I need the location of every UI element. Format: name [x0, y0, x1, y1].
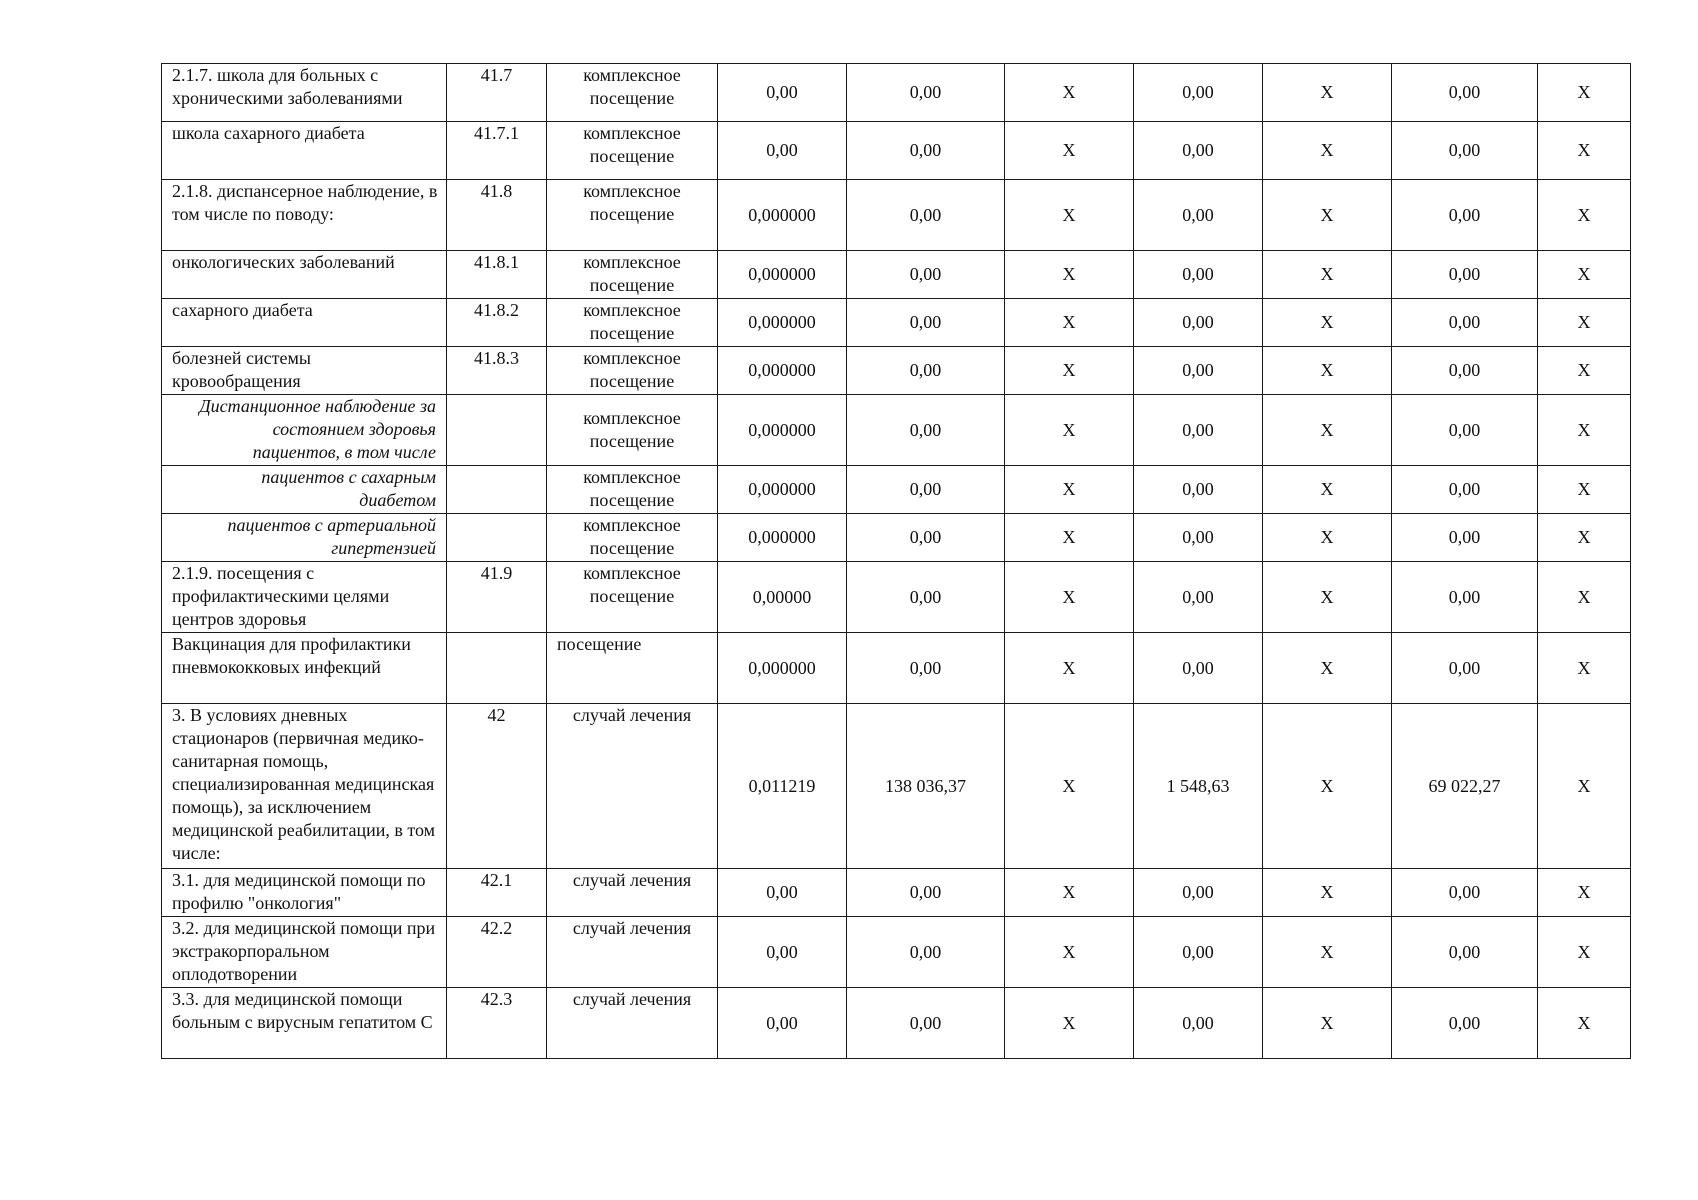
table-row: [162, 64, 1631, 122]
row-value-4: 69 022,27: [1392, 704, 1538, 869]
row-value-3: 0,00: [1134, 299, 1263, 347]
table-row: [162, 869, 1631, 917]
row-x-1: X: [1005, 917, 1134, 988]
row-unit: комплексное посещение: [547, 251, 718, 299]
row-value-1: 0,00: [718, 122, 847, 180]
row-unit: комплексное посещение: [547, 514, 718, 562]
row-x-2: X: [1263, 514, 1392, 562]
row-unit: комплексное посещение: [547, 562, 718, 633]
row-name: 3. В условиях дневных стационаров (первичная медико-санитарная помощь, специализированная медицинская помощь), за исключением медицинской реабилитации, в том числе:: [162, 704, 447, 869]
table-row: [162, 466, 1631, 514]
row-code: 42: [447, 704, 547, 869]
row-x-2: X: [1263, 562, 1392, 633]
row-code: 41.9: [447, 562, 547, 633]
row-value-3: 0,00: [1134, 988, 1263, 1059]
row-code: 41.8.3: [447, 347, 547, 395]
row-value-2: 0,00: [847, 514, 1005, 562]
row-x-2: X: [1263, 64, 1392, 122]
row-x-3: X: [1538, 988, 1631, 1059]
row-unit: случай лечения: [547, 704, 718, 869]
row-x-1: X: [1005, 395, 1134, 466]
row-value-1: 0,011219: [718, 704, 847, 869]
row-x-2: X: [1263, 122, 1392, 180]
row-x-2: X: [1263, 251, 1392, 299]
row-value-4: 0,00: [1392, 466, 1538, 514]
row-code: [447, 514, 547, 562]
table-row: [162, 347, 1631, 395]
row-value-4: 0,00: [1392, 122, 1538, 180]
row-name: 3.3. для медицинской помощи больным с вирусным гепатитом С: [162, 988, 447, 1059]
table-row: [162, 633, 1631, 704]
row-value-3: 0,00: [1134, 633, 1263, 704]
row-value-3: 0,00: [1134, 180, 1263, 251]
row-x-3: X: [1538, 704, 1631, 869]
row-value-3: 0,00: [1134, 514, 1263, 562]
row-x-3: X: [1538, 180, 1631, 251]
row-name: онкологических заболеваний: [162, 251, 447, 299]
table-row: [162, 988, 1631, 1059]
row-value-3: 0,00: [1134, 917, 1263, 988]
row-value-3: 0,00: [1134, 64, 1263, 122]
row-x-1: X: [1005, 122, 1134, 180]
row-value-4: 0,00: [1392, 251, 1538, 299]
row-code: 41.8.2: [447, 299, 547, 347]
row-code: [447, 633, 547, 704]
table-row: [162, 299, 1631, 347]
row-value-2: 0,00: [847, 869, 1005, 917]
row-value-3: 0,00: [1134, 122, 1263, 180]
row-x-3: X: [1538, 514, 1631, 562]
row-value-3: 0,00: [1134, 347, 1263, 395]
row-value-3: 0,00: [1134, 466, 1263, 514]
row-name: сахарного диабета: [162, 299, 447, 347]
row-code: [447, 395, 547, 466]
row-x-1: X: [1005, 466, 1134, 514]
row-x-2: X: [1263, 704, 1392, 869]
row-name: 2.1.8. диспансерное наблюдение, в том числе по поводу:: [162, 180, 447, 251]
row-name: пациентов с сахарным диабетом: [162, 466, 447, 514]
row-x-3: X: [1538, 395, 1631, 466]
row-x-3: X: [1538, 917, 1631, 988]
row-name: школа сахарного диабета: [162, 122, 447, 180]
row-value-2: 0,00: [847, 988, 1005, 1059]
row-code: 41.7.1: [447, 122, 547, 180]
row-x-3: X: [1538, 251, 1631, 299]
table-row: [162, 917, 1631, 988]
table-row: [162, 180, 1631, 251]
row-name: 2.1.7. школа для больных с хроническими заболеваниями: [162, 64, 447, 122]
row-value-1: 0,000000: [718, 633, 847, 704]
row-value-4: 0,00: [1392, 988, 1538, 1059]
row-value-2: 0,00: [847, 251, 1005, 299]
row-value-4: 0,00: [1392, 395, 1538, 466]
row-value-2: 0,00: [847, 64, 1005, 122]
table-row: [162, 704, 1631, 869]
row-code: 42.1: [447, 869, 547, 917]
row-value-3: 0,00: [1134, 869, 1263, 917]
row-unit: комплексное посещение: [547, 395, 718, 466]
row-value-3: 1 548,63: [1134, 704, 1263, 869]
row-code: [447, 466, 547, 514]
row-x-3: X: [1538, 122, 1631, 180]
row-x-3: X: [1538, 466, 1631, 514]
row-name: Вакцинация для профилактики пневмококковых инфекций: [162, 633, 447, 704]
row-name: 3.1. для медицинской помощи по профилю "онкология": [162, 869, 447, 917]
row-value-2: 0,00: [847, 347, 1005, 395]
financing-table: [161, 63, 1631, 1059]
row-x-3: X: [1538, 64, 1631, 122]
row-x-1: X: [1005, 514, 1134, 562]
row-value-1: 0,00000: [718, 562, 847, 633]
row-value-4: 0,00: [1392, 562, 1538, 633]
row-value-1: 0,000000: [718, 514, 847, 562]
row-value-1: 0,00: [718, 917, 847, 988]
row-name: Дистанционное наблюдение за состоянием здоровья пациентов, в том числе: [162, 395, 447, 466]
row-value-2: 138 036,37: [847, 704, 1005, 869]
row-x-1: X: [1005, 347, 1134, 395]
row-value-1: 0,000000: [718, 299, 847, 347]
row-x-1: X: [1005, 562, 1134, 633]
row-unit: комплексное посещение: [547, 347, 718, 395]
row-unit: комплексное посещение: [547, 64, 718, 122]
row-value-1: 0,000000: [718, 251, 847, 299]
row-value-2: 0,00: [847, 299, 1005, 347]
row-value-4: 0,00: [1392, 869, 1538, 917]
row-x-1: X: [1005, 64, 1134, 122]
row-unit: комплексное посещение: [547, 180, 718, 251]
row-value-2: 0,00: [847, 395, 1005, 466]
row-value-1: 0,000000: [718, 347, 847, 395]
row-value-4: 0,00: [1392, 514, 1538, 562]
row-value-1: 0,00: [718, 988, 847, 1059]
row-x-2: X: [1263, 299, 1392, 347]
row-value-4: 0,00: [1392, 64, 1538, 122]
row-code: 41.7: [447, 64, 547, 122]
row-unit: комплексное посещение: [547, 299, 718, 347]
row-x-1: X: [1005, 704, 1134, 869]
row-value-2: 0,00: [847, 466, 1005, 514]
table-row: [162, 395, 1631, 466]
row-code: 41.8.1: [447, 251, 547, 299]
row-value-1: 0,00: [718, 869, 847, 917]
row-x-2: X: [1263, 466, 1392, 514]
row-x-1: X: [1005, 869, 1134, 917]
row-x-1: X: [1005, 988, 1134, 1059]
row-x-2: X: [1263, 347, 1392, 395]
row-x-2: X: [1263, 180, 1392, 251]
row-x-1: X: [1005, 633, 1134, 704]
row-x-2: X: [1263, 988, 1392, 1059]
row-x-1: X: [1005, 251, 1134, 299]
row-x-1: X: [1005, 299, 1134, 347]
row-value-2: 0,00: [847, 122, 1005, 180]
row-x-3: X: [1538, 562, 1631, 633]
row-unit: случай лечения: [547, 988, 718, 1059]
row-value-3: 0,00: [1134, 251, 1263, 299]
row-value-2: 0,00: [847, 633, 1005, 704]
row-value-1: 0,000000: [718, 180, 847, 251]
table-row: [162, 251, 1631, 299]
row-unit: случай лечения: [547, 869, 718, 917]
table-row: [162, 122, 1631, 180]
row-value-2: 0,00: [847, 917, 1005, 988]
table-row: [162, 514, 1631, 562]
row-value-4: 0,00: [1392, 180, 1538, 251]
row-code: 42.3: [447, 988, 547, 1059]
row-x-2: X: [1263, 869, 1392, 917]
row-value-2: 0,00: [847, 180, 1005, 251]
row-unit: комплексное посещение: [547, 466, 718, 514]
row-name: 3.2. для медицинской помощи при экстракорпоральном оплодотворении: [162, 917, 447, 988]
row-value-1: 0,000000: [718, 395, 847, 466]
row-value-4: 0,00: [1392, 917, 1538, 988]
table-row: [162, 562, 1631, 633]
row-unit: комплексное посещение: [547, 122, 718, 180]
row-value-3: 0,00: [1134, 562, 1263, 633]
row-x-3: X: [1538, 633, 1631, 704]
row-code: 41.8: [447, 180, 547, 251]
row-x-3: X: [1538, 869, 1631, 917]
row-value-4: 0,00: [1392, 299, 1538, 347]
row-x-2: X: [1263, 395, 1392, 466]
row-x-2: X: [1263, 917, 1392, 988]
row-value-3: 0,00: [1134, 395, 1263, 466]
row-value-4: 0,00: [1392, 347, 1538, 395]
row-unit: случай лечения: [547, 917, 718, 988]
row-value-1: 0,00: [718, 64, 847, 122]
row-x-3: X: [1538, 299, 1631, 347]
row-unit: посещение: [547, 633, 718, 704]
row-name: 2.1.9. посещения с профилактическими целями центров здоровья: [162, 562, 447, 633]
row-value-4: 0,00: [1392, 633, 1538, 704]
row-x-1: X: [1005, 180, 1134, 251]
row-name: болезней системы кровообращения: [162, 347, 447, 395]
row-value-1: 0,000000: [718, 466, 847, 514]
row-name: пациентов с артериальной гипертензией: [162, 514, 447, 562]
row-x-3: X: [1538, 347, 1631, 395]
row-x-2: X: [1263, 633, 1392, 704]
row-value-2: 0,00: [847, 562, 1005, 633]
row-code: 42.2: [447, 917, 547, 988]
